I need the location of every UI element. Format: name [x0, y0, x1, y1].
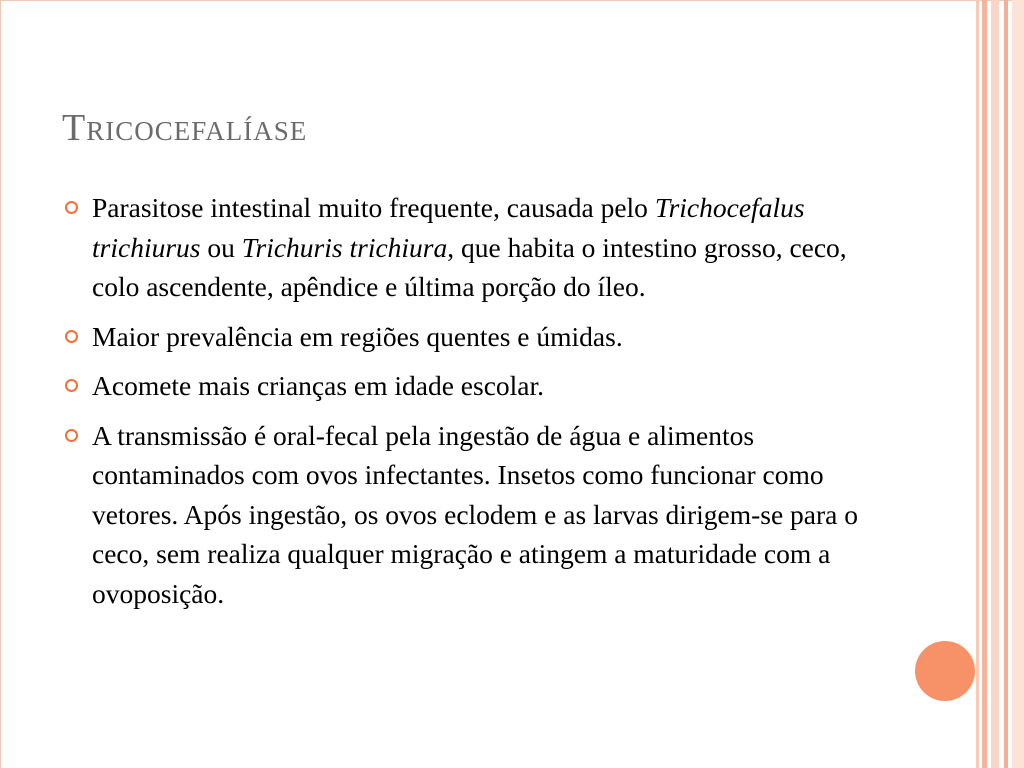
slide-top-border [0, 0, 1024, 1]
bullet-circle-icon [65, 429, 78, 442]
bullet-text-run: Acomete mais crianças em idade escolar. [92, 370, 545, 401]
bullet-circle-icon [65, 379, 78, 392]
bullet-item [62, 188, 882, 307]
bullet-text-run: ou [200, 231, 242, 263]
bullet-list [62, 188, 882, 623]
slide-title: Tricocefalíase [62, 107, 308, 149]
bullet-item [62, 366, 882, 406]
bullet-text [92, 317, 882, 357]
bullet-item [62, 416, 882, 614]
decor-circle [915, 641, 975, 701]
decor-stripe [991, 0, 999, 768]
bullet-text-run: A transmissão é oral-fecal pela ingestão de água e alimentos contaminados com ovos infectantes. Insetos como funcionar como vetores. Após ingestão, os ovos eclodem e as larvas dirigem-se para o ceco, sem realiza qualquer migração e atingem a maturidade com a ovoposição. [92, 419, 858, 609]
decor-stripe [982, 0, 987, 768]
bullet-item [62, 317, 882, 357]
bullet-text [92, 366, 882, 406]
bullet-text [92, 188, 882, 307]
bullet-text [92, 416, 882, 614]
slide-left-border [0, 0, 1, 768]
bullet-text-run: , que habita o intestino grosso, ceco, colo ascendente, apêndice e última porção do íleo. [92, 231, 847, 302]
decor-stripe [1012, 0, 1024, 768]
bullet-circle-icon [65, 201, 78, 214]
bullet-text-run: Parasitose intestinal muito frequente, causada pelo [92, 192, 655, 223]
decor-stripe [1004, 0, 1008, 768]
species-name: Trichuris trichiura [241, 231, 448, 263]
species-name: Trichocefalus trichiurus [92, 192, 805, 263]
bullet-circle-icon [65, 330, 78, 343]
decor-stripe [976, 0, 979, 768]
bullet-text-run: Maior prevalência em regiões quentes e úmidas. [92, 320, 623, 352]
